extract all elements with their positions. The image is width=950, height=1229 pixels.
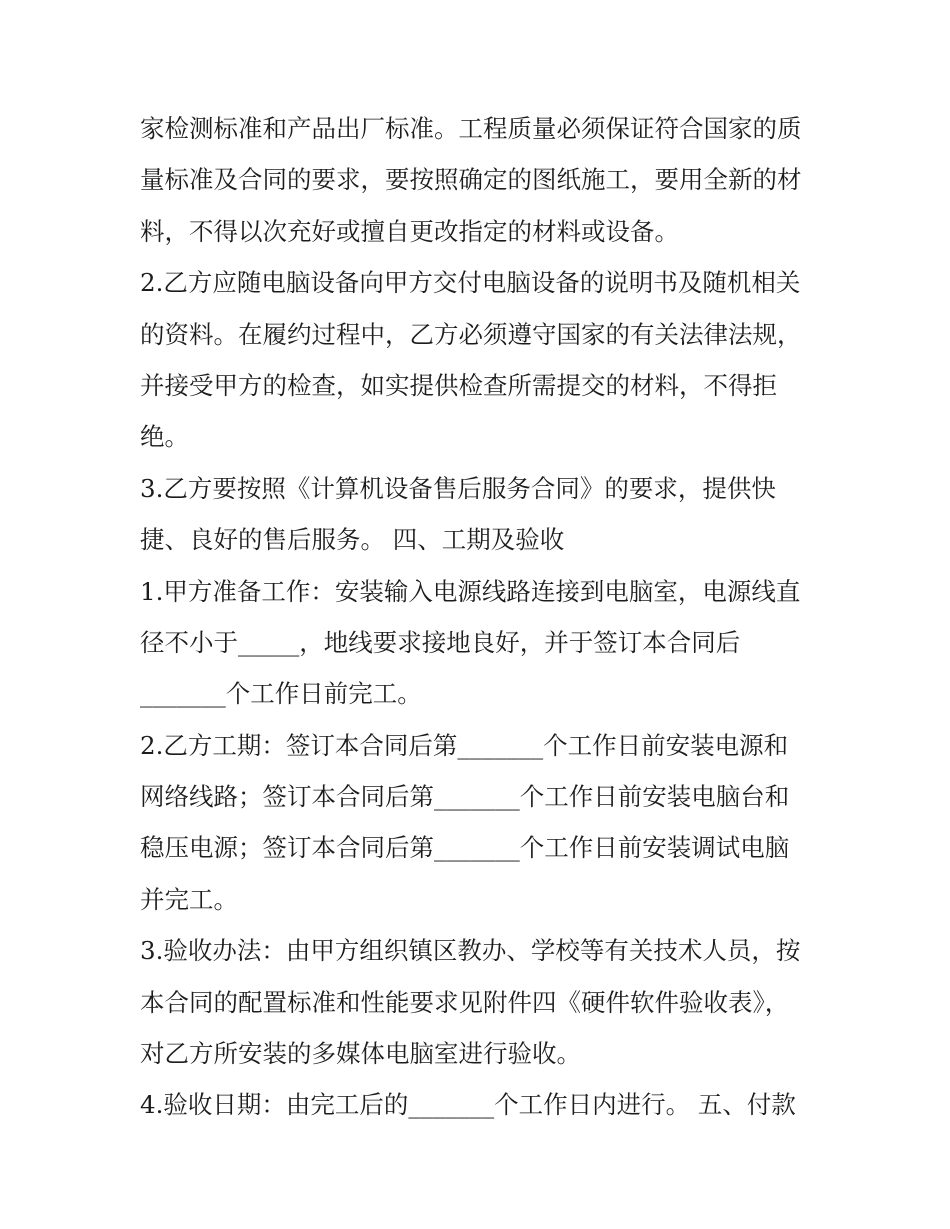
text-line: 4.验收日期：由完工后的_______个工作日内进行。 五、付款 [140,1090,796,1120]
text-line: 绝。 [140,422,189,452]
text-line: 对乙方所安装的多媒体电脑室进行验收。 [140,1039,581,1069]
text-line: 3.验收办法：由甲方组织镇区教办、学校等有关技术人员，按 [140,936,801,966]
text-line: 2.乙方工期：签订本合同后第_______个工作日前安装电源和 [140,730,789,760]
text-line: 料，不得以次充好或擅自更改指定的材料或设备。 [140,216,679,246]
text-line: _______个工作日前完工。 [140,679,422,709]
text-line: 稳压电源；签订本合同后第_______个工作日前安装调试电脑 [140,833,790,863]
text-line: 1.甲方准备工作：安装输入电源线路连接到电脑室，电源线直 [140,576,801,606]
text-line: 量标准及合同的要求，要按照确定的图纸施工，要用全新的材 [140,165,802,195]
text-line: 并完工。 [140,884,238,914]
text-line: 家检测标准和产品出厂标准。工程质量必须保证符合国家的质 [140,114,802,143]
text-line: 网络线路；签订本合同后第_______个工作日前安装电脑台和 [140,782,790,812]
text-line: 捷、良好的售后服务。 四、工期及验收 [140,525,565,555]
text-line: 2.乙方应随电脑设备向甲方交付电脑设备的说明书及随机相关 [140,268,801,298]
contract-text-body [140,103,820,1131]
text-line: 本合同的配置标准和性能要求见附件四《硬件软件验收表》， [140,987,790,1017]
text-line: 并接受甲方的检查，如实提供检查所需提交的材料，不得拒 [140,370,777,400]
text-line: 3.乙方要按照《计算机设备售后服务合同》的要求，提供快 [140,473,776,503]
text-line: 的资料。在履约过程中，乙方必须遵守国家的有关法律法规， [140,319,802,349]
text-line: 径不小于_____，地线要求接地良好，并于签订本合同后 [140,627,741,657]
